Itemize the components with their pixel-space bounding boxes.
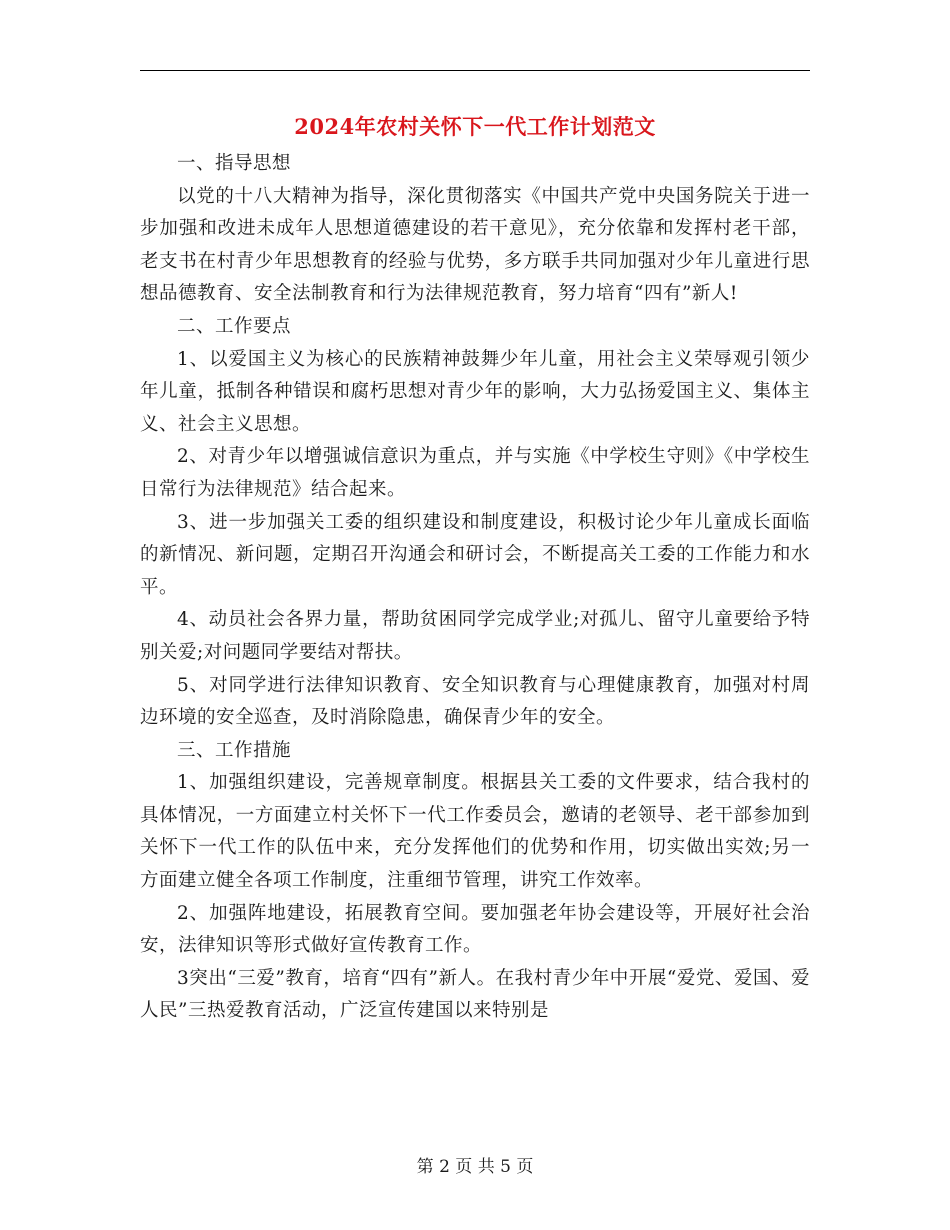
header-rule xyxy=(140,70,810,71)
section-heading: 一、指导思想 xyxy=(177,153,292,174)
body-paragraph: 以党的十八大精神为指导，深化贯彻落实《中国共产党中央国务院关于进一步加强和改进未成年人思想道德建设的若干意见》，充分依靠和发挥村老干部，老支书在村青少年思想教育的经验与优势，多方联手共同加强对少年儿童进行思想品德教育、安全法制教育和行为法律规范教育，努力培育“四有”新人! xyxy=(140,185,810,305)
body-paragraph: 1、加强组织建设，完善规章制度。根据县关工委的文件要求，结合我村的具体情况，一方面建立村关怀下一代工作委员会，邀请的老领导、老干部参加到关怀下一代工作的队伍中来，充分发挥他们的优势和作用，切实做出实效;另一方面建立健全各项工作制度，注重细节管理，讲究工作效率。 xyxy=(140,772,810,892)
body-paragraph: 2、加强阵地建设，拓展教育空间。要加强老年协会建设等，开展好社会治安，法律知识等形式做好宣传教育工作。 xyxy=(140,902,810,957)
body-paragraph: 2、对青少年以增强诚信意识为重点，并与实施《中学校生守则》《中学校生日常行为法律规范》结合起来。 xyxy=(140,446,810,500)
body-paragraph: 1、以爱国主义为核心的民族精神鼓舞少年儿童，用社会主义荣辱观引领少年儿童，抵制各种错误和腐朽思想对青少年的影响，大力弘扬爱国主义、集体主义、社会主义思想。 xyxy=(140,348,810,435)
body-paragraph: 5、对同学进行法律知识教育、安全知识教育与心理健康教育，加强对村周边环境的安全巡查，及时消除隐患，确保青少年的安全。 xyxy=(140,674,810,729)
body-paragraph: 3突出“三爱”教育，培育“四有”新人。在我村青少年中开展“爱党、爱国、爱人民”三热爱教育活动，广泛宣传建国以来特别是 xyxy=(140,967,810,1022)
body-paragraph: 4、动员社会各界力量，帮助贫困同学完成学业;对孤儿、留守儿童要给予特别关爱;对问题同学要结对帮扶。 xyxy=(140,609,810,663)
section-heading: 二、工作要点 xyxy=(177,315,292,337)
page-number-footer: 第 2 页 共 5 页 xyxy=(416,1157,534,1177)
section-heading: 三、工作措施 xyxy=(177,739,292,761)
document-body xyxy=(140,148,810,1028)
document-title: 2024年农村关怀下一代工作计划范文 xyxy=(294,114,656,139)
body-paragraph: 3、进一步加强关工委的组织建设和制度建设，积极讨论少年儿童成长面临的新情况、新问题，定期召开沟通会和研讨会，不断提高关工委的工作能力和水平。 xyxy=(140,511,810,598)
